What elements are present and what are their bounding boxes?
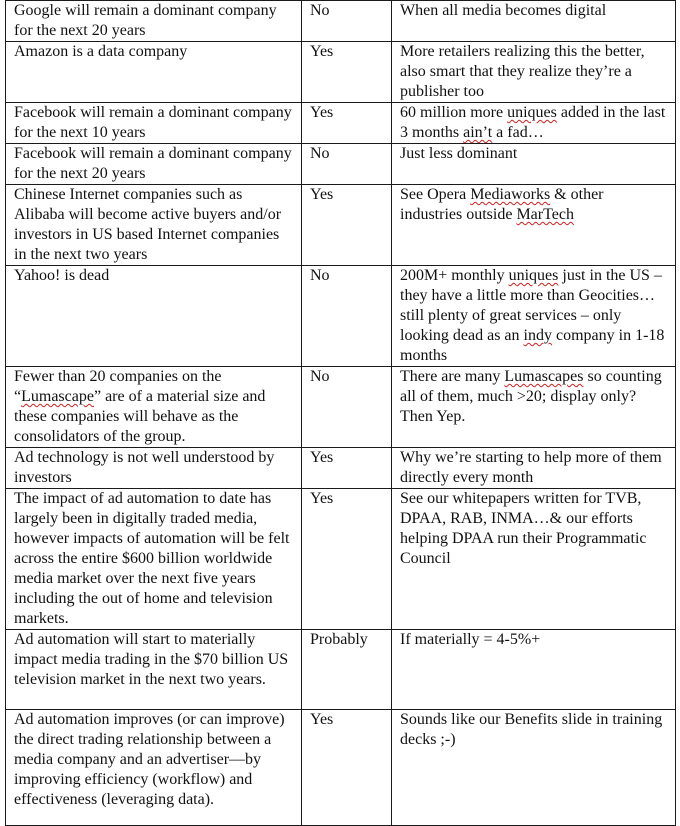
comment-cell — [392, 266, 676, 367]
verdict-cell: Yes — [302, 489, 392, 630]
verdict-cell: Yes — [302, 448, 392, 489]
verdict-cell: Yes — [302, 710, 392, 826]
statement-cell: The impact of ad automation to date has largely been in digitally traded media, however impacts of automation will be felt across the entire $600 billion worldwide media market over the next five years including the out of home and television markets. — [6, 489, 302, 630]
comment-cell — [392, 367, 676, 448]
comment-cell: Why we’re starting to help more of them directly every month — [392, 448, 676, 489]
statement-cell: Facebook will remain a dominant company for the next 20 years — [6, 144, 302, 185]
comment-cell: Just less dominant — [392, 144, 676, 185]
comment-text: a fad… — [492, 124, 544, 141]
comment-text: There are many — [400, 368, 505, 385]
comment-text: so counting all of them, much >20; display only? Then Yep. — [400, 368, 662, 425]
statement-cell: Google will remain a dominant company for the next 20 years — [6, 1, 302, 42]
comment-cell — [392, 103, 676, 144]
comment-text: added in the last 3 months — [400, 104, 666, 141]
comment-cell: Sounds like our Benefits slide in training decks ;-) — [392, 710, 676, 826]
statement-cell: Ad automation will start to materially impact media trading in the $70 billion US television market in the next two years. — [6, 630, 302, 710]
table-row — [6, 42, 676, 103]
misspelled-word: indy — [523, 327, 552, 344]
comment-text: 200M+ monthly — [400, 267, 509, 284]
comment-cell: More retailers realizing this the better, also smart that they realize they’re a publisher too — [392, 42, 676, 103]
table-row — [6, 448, 676, 489]
table-row — [6, 266, 676, 367]
comment-cell: When all media becomes digital — [392, 1, 676, 42]
verdict-cell: Yes — [302, 103, 392, 144]
misspelled-word: uniques — [508, 267, 559, 284]
table-row — [6, 630, 676, 710]
statement-text: Fewer than 20 companies on the “ — [14, 368, 222, 405]
misspelled-word: uniques — [507, 104, 557, 121]
comment-cell: If materially = 4-5%+ — [392, 630, 676, 710]
table-row — [6, 1, 676, 42]
verdict-cell: Yes — [302, 185, 392, 266]
misspelled-word: Lumascape — [21, 388, 94, 405]
statement-cell: Ad automation improves (or can improve) the direct trading relationship between a media company and an advertiser—by improving efficiency (workflow) and effectiveness (leveraging data). — [6, 710, 302, 826]
comment-cell — [392, 185, 676, 266]
verdict-cell: No — [302, 144, 392, 185]
verdict-cell: No — [302, 1, 392, 42]
verdict-cell: No — [302, 266, 392, 367]
statement-text: ” are of a material size and these companies will behave as the consolidators of the group. — [14, 388, 266, 445]
statement-cell — [6, 367, 302, 448]
table-row — [6, 489, 676, 630]
statement-cell: Ad technology is not well understood by investors — [6, 448, 302, 489]
misspelled-word: ain’t — [463, 124, 493, 141]
table-row — [6, 710, 676, 826]
misspelled-word: MarTech — [516, 206, 574, 223]
comment-text: See Opera — [400, 186, 471, 203]
table-row — [6, 185, 676, 266]
statement-cell: Yahoo! is dead — [6, 266, 302, 367]
misspelled-word: Mediaworks — [470, 186, 551, 203]
table-row — [6, 367, 676, 448]
comment-text: 60 million more — [400, 104, 508, 121]
comment-cell: See our whitepapers written for TVB, DPAA, RAB, INMA…& our efforts helping DPAA run their Programmatic Council — [392, 489, 676, 630]
table-row — [6, 144, 676, 185]
statement-cell: Facebook will remain a dominant company for the next 10 years — [6, 103, 302, 144]
statement-cell: Amazon is a data company — [6, 42, 302, 103]
verdict-cell: Yes — [302, 42, 392, 103]
table-row — [6, 103, 676, 144]
comment-text: just in the US – they have a little more than Geocities…still plenty of great services – only looking dead as an — [400, 267, 662, 344]
comment-text: company in 1-18 months — [400, 327, 665, 364]
statement-cell: Chinese Internet companies such as Alibaba will become active buyers and/or investors in US based Internet companies in the next two years — [6, 185, 302, 266]
comment-text: & other industries outside — [400, 186, 604, 223]
misspelled-word: Lumascapes — [504, 368, 584, 385]
verdict-cell: Probably — [302, 630, 392, 710]
predictions-table — [5, 0, 676, 826]
verdict-cell: No — [302, 367, 392, 448]
